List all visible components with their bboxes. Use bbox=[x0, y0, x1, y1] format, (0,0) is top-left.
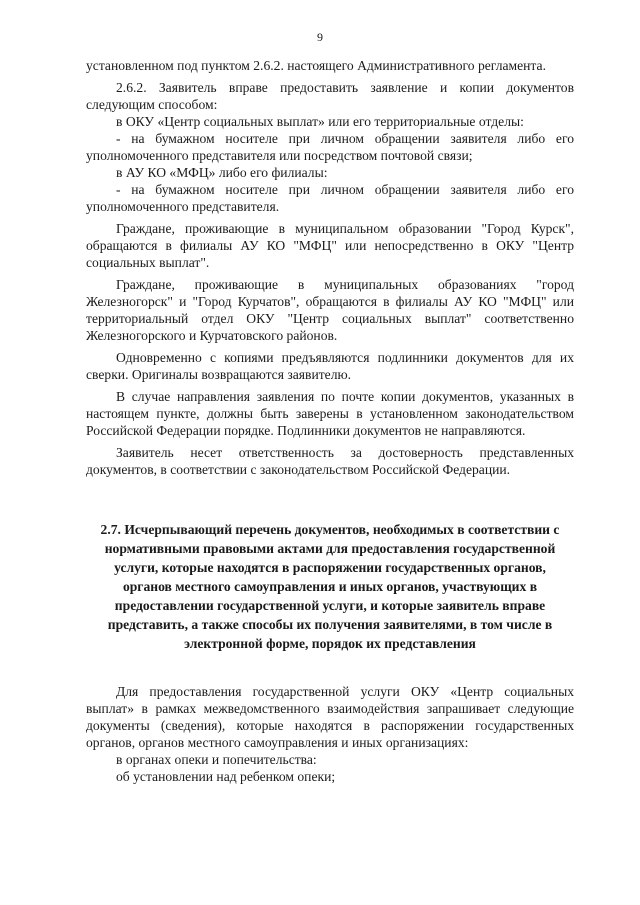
paragraph: 2.6.2. Заявитель вправе предоставить заявление и копии документов следующим способом: bbox=[86, 80, 574, 112]
paragraph: Заявитель несет ответственность за достоверность представленных документов, в соответствии с законодательством Российской Федерации. bbox=[86, 445, 574, 477]
paragraph: Граждане, проживающие в муниципальных образованиях "город Железногорск" и "Город Курчатов", обращаются в филиалы АУ КО "МФЦ" или территориальный отдел ОКУ "Центр социальных выплат" соответственно Железногорского и Курчатовского районов. bbox=[86, 277, 574, 343]
top-text-block bbox=[86, 57, 574, 478]
paragraph: об установлении над ребенком опеки; bbox=[116, 769, 336, 784]
paragraph: в органах опеки и попечительства: bbox=[116, 752, 317, 767]
paragraph: в АУ КО «МФЦ» либо его филиалы: bbox=[116, 165, 328, 180]
paragraph: в ОКУ «Центр социальных выплат» или его территориальные отделы: bbox=[116, 114, 524, 129]
paragraph: Для предоставления государственной услуги ОКУ «Центр социальных выплат» в рамках межведомственного взаимодействия запрашивает следующие документы (сведения), которые находятся в распоряжении государственных органов, органов местного самоуправления и иных организациях: bbox=[86, 684, 574, 750]
paragraph: Граждане, проживающие в муниципальном образовании "Город Курск", обращаются в филиалы АУ КО "МФЦ" или непосредственно в ОКУ "Центр социальных выплат". bbox=[86, 221, 574, 270]
page-number: 9 bbox=[317, 30, 323, 44]
bottom-text-block bbox=[86, 683, 574, 785]
paragraph: Одновременно с копиями предъявляются подлинники документов для их сверки. Оригиналы возвращаются заявителю. bbox=[86, 350, 574, 382]
paragraph: - на бумажном носителе при личном обращении заявителя либо его уполномоченного представителя или посредством почтовой связи; bbox=[86, 131, 574, 163]
section-heading: 2.7. Исчерпывающий перечень документов, необходимых в соответствии с нормативными правовыми актами для предоставления государственной услуги, которые находятся в распоряжении государственных органов, органов местного самоуправления и иных органов, участвующих в предоставлении государственной услуги, и которые заявитель вправе представить, а также способы их получения заявителями, в том числе в электронной форме, порядок их представления bbox=[100, 522, 560, 651]
paragraph: установленном под пунктом 2.6.2. настоящего Административного регламента. bbox=[86, 58, 546, 73]
paragraph: - на бумажном носителе при личном обращении заявителя либо его уполномоченного представителя. bbox=[86, 182, 574, 214]
paragraph: В случае направления заявления по почте копии документов, указанных в настоящем пункте, должны быть заверены в установленном законодательством Российской Федерации порядке. Подлинники документов не направляются. bbox=[86, 389, 574, 438]
